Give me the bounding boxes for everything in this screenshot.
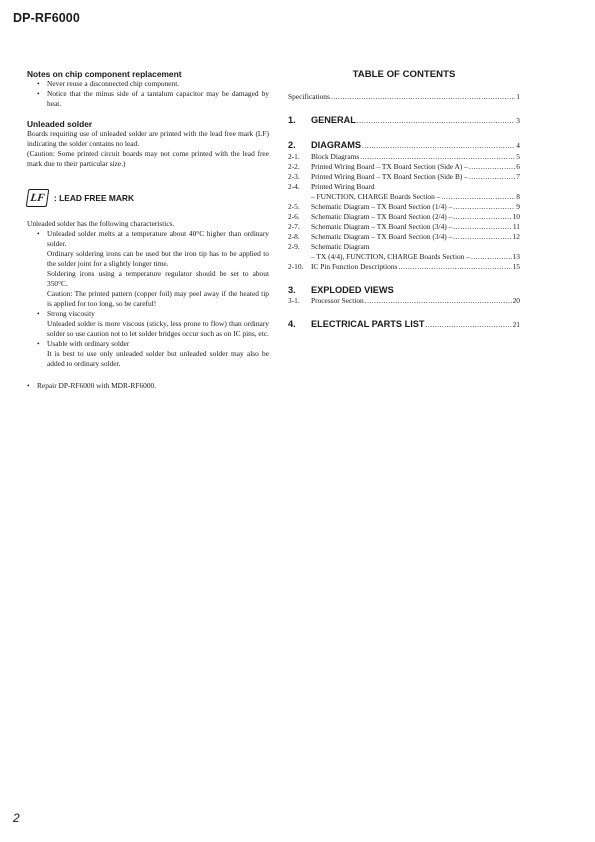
characteristics-list [27, 229, 269, 369]
characteristics-intro: Unleaded solder has the following characteristics. [27, 219, 175, 228]
repair-note [27, 381, 269, 391]
toc-title: TABLE OF CONTENTS [352, 69, 456, 80]
toc-entry[interactable]: 2-6. Schematic Diagram – TX Board Section (2/4) – ..... 10 [288, 212, 520, 222]
list-item: • Usable with ordinary solder It is best to use only unleaded solder but unleaded solder may also be added to ordinary solder. [37, 339, 269, 368]
toc-section-exploded-views[interactable]: 3. EXPLODED VIEWS [288, 285, 394, 295]
list-item: • Unleaded solder melts at a temperature about 40°C higher than ordinary solder. Ordinary soldering irons can be used but the iron tip has to be applied to the solder joint for a slightly longer time. Soldering irons using a temperature regulator should be set to about 350°C. Caution: The printed pattern (copper foil) may peel away if the heated tip is applied for too long, so be careful! [37, 229, 269, 308]
page-number: 2 [13, 811, 20, 825]
unleaded-heading: Unleaded solder [27, 119, 93, 129]
toc-entry[interactable]: 2-3. Printed Wiring Board – TX Board Section (Side B) – ..... 7 [288, 172, 520, 182]
toc-entry-continuation[interactable]: – TX (4/4), FUNCTION, CHARGE Boards Section – ..... 13 [288, 252, 520, 262]
chip-notes-list [27, 79, 269, 109]
toc-entry[interactable]: 2-5. Schematic Diagram – TX Board Section (1/4) – ..... 9 [288, 202, 520, 212]
lead-free-label: : LEAD FREE MARK [54, 193, 135, 203]
toc-entry-continuation[interactable]: – FUNCTION, CHARGE Boards Section – ..... 8 [288, 192, 520, 202]
toc-section-general[interactable]: 1. GENERAL ..... 3 [288, 114, 520, 127]
toc-entry[interactable]: 2-2. Printed Wiring Board – TX Board Section (Side A) – ..... 6 [288, 162, 520, 172]
toc-section-diagrams[interactable]: 2. DIAGRAMS ..... 4 [288, 139, 520, 152]
toc-entry[interactable]: 3-1. Processor Section ..... 20 [288, 296, 520, 306]
model-title: DP-RF6000 [13, 11, 80, 25]
toc-entry[interactable]: 2-1. Block Diagrams ..... 5 [288, 152, 520, 162]
service-notes-column [27, 69, 269, 391]
toc-section-electrical-parts-list[interactable]: 4. ELECTRICAL PARTS LIST ..... 21 [288, 318, 520, 331]
chip-notes-heading: Notes on chip component replacement [27, 69, 182, 79]
list-item: • Strong viscosity Unleaded solder is more viscous (sticky, less prone to flow) than ordinary solder so use caution not to let solder bridges occur such as on IC pins, etc. [37, 309, 269, 338]
unleaded-paragraph: Boards requiring use of unleaded solder are printed with the lead free mark (LF) indicating the solder contains no lead. [27, 129, 269, 148]
table-of-contents [288, 69, 520, 331]
list-item: • Never reuse a disconnected chip component. [37, 79, 180, 88]
toc-entry[interactable]: 2-8. Schematic Diagram – TX Board Section (3/4) – ..... 12 [288, 232, 520, 242]
toc-entry[interactable]: 2-7. Schematic Diagram – TX Board Section (3/4) – ..... 11 [288, 222, 520, 232]
list-item: • Notice that the minus side of a tantalum capacitor may be damaged by heat. [37, 89, 269, 108]
toc-entry-specifications[interactable]: Specifications ..... 1 [288, 92, 520, 102]
toc-entry[interactable]: 2-9. Schematic Diagram [288, 242, 370, 251]
toc-entry[interactable]: 2-4. Printed Wiring Board [288, 182, 375, 191]
toc-entry[interactable]: 2-10. IC Pin Function Descriptions ..... 15 [288, 262, 520, 272]
list-item: • Repair DP-RF6000 with MDR-RF6000. [27, 381, 157, 390]
lead-free-icon: LF [26, 189, 50, 207]
lead-free-mark [27, 189, 269, 207]
unleaded-caution: (Caution: Some printed circuit boards may not come printed with the lead free mark due to their particular size.) [27, 149, 269, 168]
